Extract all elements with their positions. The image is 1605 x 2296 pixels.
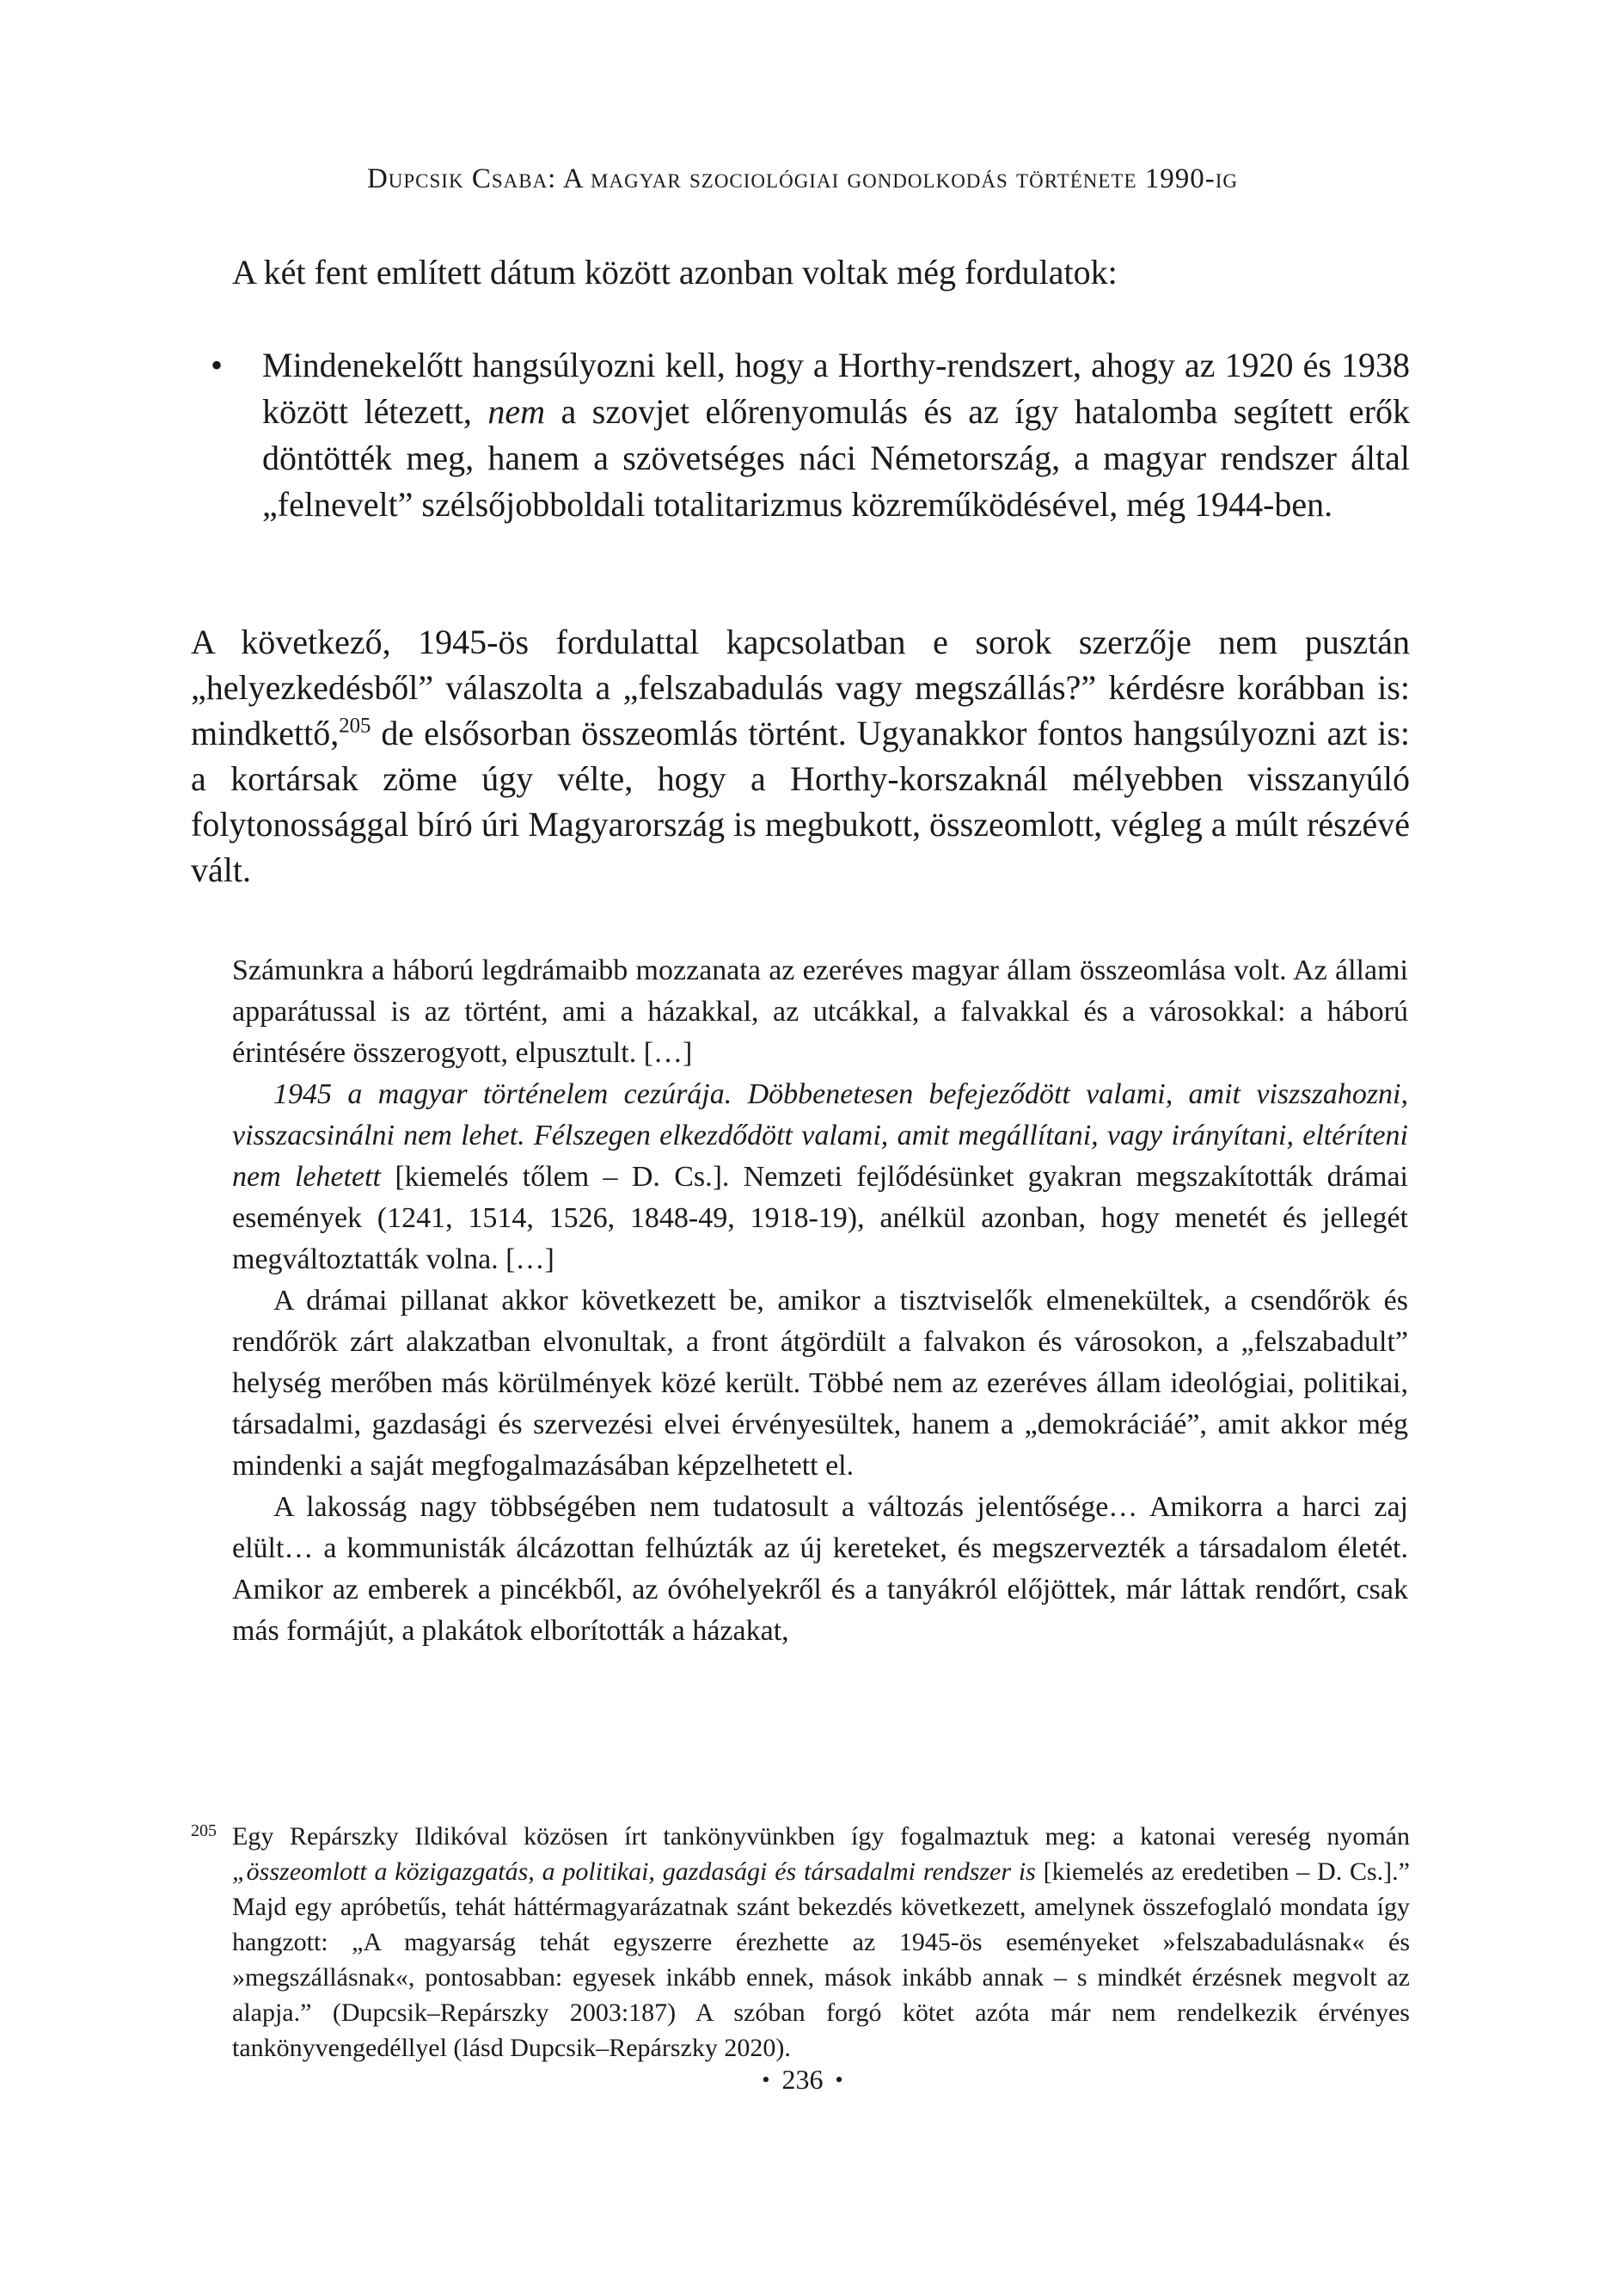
footnote-text-part1: Egy Repárszky Ildikóval közösen írt tankönyvünkben így fogalmaztuk meg: a katonai vereség nyomán bbox=[232, 1822, 1410, 1851]
page-number-dot-left: • bbox=[762, 2067, 770, 2092]
bullet-item bbox=[211, 342, 1410, 528]
bullet-emphasis: nem bbox=[487, 392, 546, 431]
body-text-part2: de elsősorban összeomlás történt. Ugyanakkor fontos hangsúlyozni azt is: a kortársak zöme úgy vélte, hogy a Horthy-korszaknál mélyebben visszanyúló folytonossággal bíró úri Magyarország is megbukott, összeomlott, végleg a múlt részévé vált. bbox=[191, 714, 1410, 889]
quote-paragraph-2 bbox=[232, 1074, 1408, 1280]
quote-paragraph-4: A lakosság nagy többségében nem tudatosult a változás jelentősége… Amikorra a harci zaj elült… a kommunisták álcázottan felhúzták az új kereteket, és megszervezték a társadalom életét. Amikor az emberek a pincékből, az óvóhelyekről és a tanyákról előjöttek, már láttak rendőrt, csak más formájút, a plakátok elborították a házakat, bbox=[232, 1491, 1408, 1647]
bullet-text-part1: Mindenekelőtt hangsúlyozni kell, hogy a Horthy-rendszert, ahogy az 1920 és 1938 között létezett, bbox=[262, 346, 1410, 431]
block-quote bbox=[232, 950, 1408, 1652]
bullet-icon: • bbox=[211, 346, 224, 384]
quote-paragraph-1: Számunkra a háború legdrámaibb mozzanata az ezeréves magyar állam összeomlása volt. Az állami apparátussal is az történt, ami a házakkal, az utcákkal, a falvakkal és a városokkal: a háború érintésére összerogyott, elpusztult. […] bbox=[232, 955, 1408, 1069]
footnote-italic-quote: „összeomlott a közigazgatás, a politikai, gazdasági és társadalmi rendszer is bbox=[232, 1857, 1036, 1886]
footnote-text bbox=[232, 1819, 1410, 2066]
page-number bbox=[0, 2064, 1605, 2096]
quote-paragraph-3: A drámai pillanat akkor következett be, amikor a tisztviselők elmenekültek, a csendőrök és rendőrök zárt alakzatban elvonultak, a front átgördült a falvakon és városokon, a „felszabadult” helység merőben más körülmények közé került. Többé nem az ezeréves állam ideológiai, politikai, társadalmi, gazdasági és szervezési elvei érvényesültek, hanem a „demokráciáé”, amit akkor még mindenki a saját megfogalmazásában képzelhetett el. bbox=[232, 1285, 1408, 1482]
running-head: Dupcsik Csaba: A magyar szociológiai gondolkodás története 1990-ig bbox=[366, 163, 1239, 194]
footnote-number: 205 bbox=[191, 1821, 217, 1840]
bullet-list bbox=[211, 342, 1410, 528]
page-number-dot-right: • bbox=[835, 2067, 843, 2092]
footnote-205 bbox=[191, 1819, 1410, 2066]
page-number-value: 236 bbox=[781, 2064, 824, 2095]
body-text-part1: A következő, 1945-ös fordulattal kapcsolatban e sorok szerzője nem pusztán „helyezkedésből” válaszolta a „felszabadulás vagy megszállás?” kérdésre korábban is: mindkettő, bbox=[191, 623, 1410, 752]
quote-italic-passage: 1945 a magyar történelem cezúrája. Döbbenetesen befejeződött valami, amit viszszahozni, visszacsinálni nem lehet. Félszegen elkezdődött valami, amit megállítani, vagy irányítani, eltéríteni nem lehetett bbox=[232, 1078, 1408, 1193]
bullet-text-part2: a szovjet előrenyomulás és az így hatalomba segített erők döntötték meg, hanem a szövetséges náci Németország, a magyar rendszer által „felnevelt” szélsőjobboldali totalitarizmus közreműködésével, még 1944-ben. bbox=[262, 392, 1411, 524]
footnote-reference[interactable]: 205 bbox=[339, 714, 371, 738]
intro-line: A két fent említett dátum között azonban voltak még fordulatok: bbox=[232, 253, 1118, 292]
quote-paragraph-2-rest: [kiemelés tőlem – D. Cs.]. Nemzeti fejlődésünket gyakran megszakították drámai események (1241, 1514, 1526, 1848-49, 1918-19), anélkül azonban, hogy menetét és jellegét megváltoztatták volna. […] bbox=[232, 1161, 1409, 1275]
footnote-text-part2: [kiemelés az eredetiben – D. Cs.].” Majd egy apróbetűs, tehát háttérmagyarázatnak szánt bekezdés következett, amelynek összefoglaló mondata így hangzott: „A magyarság tehát egyszerre érezhette az 1945-ös eseményeket »felszabadulásnak« és »megszállásnak«, pontosabban: egyesek inkább ennek, mások inkább annak – s mindkét érzésnek megvolt az alapja.” (Dupcsik–Repárszky 2003:187) A szóban forgó kötet azóta már nem rendelkezik érvényes tankönyvengedéllyel (lásd Dupcsik–Repárszky 2020). bbox=[232, 1857, 1410, 2062]
body-paragraph bbox=[191, 619, 1410, 893]
